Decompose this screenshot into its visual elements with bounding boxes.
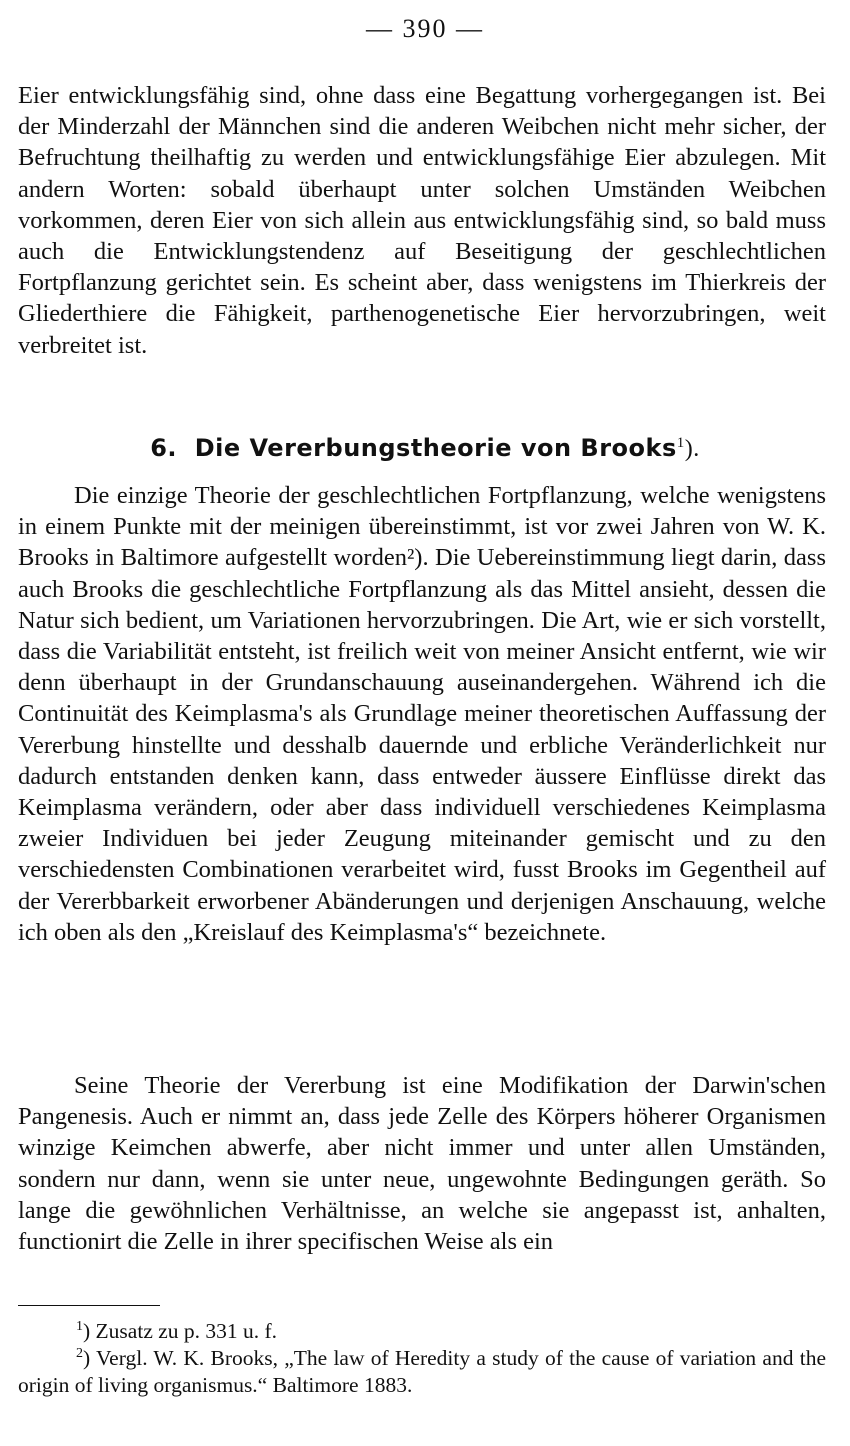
section-title-closing: ). (684, 436, 700, 462)
footnote-1: $^1$) Zusatz zu p. 331 u. f. (76, 1318, 278, 1343)
footnote-text-1: Zusatz zu p. 331 u. f. (95, 1319, 278, 1343)
page-number: — 390 — (366, 14, 484, 43)
footnotes (18, 1318, 826, 1399)
footnote-marker-2: 2 (76, 1345, 83, 1361)
paragraph-3: Seine Theorie der Vererbung ist eine Modifikation der Darwin'schen Pangenesis. Auch er nimmt an, dass jede Zelle des Körpers höherer Organismen winzige Keimchen abwerfe, aber nicht immer und unter allen Umständen, sondern nur dann, wenn sie unter neue, ungewohnte Bedingungen geräth. So lange die gewöhnlichen Verhältnisse, an welche sie angepasst ist, anhalten, functionirt die Zelle in ihrer specifischen Weise als ein (18, 1072, 826, 1256)
paragraph-2: Die einzige Theorie der geschlechtlichen Fortpflanzung, welche wenigstens in einem Punkte mit der meinigen übereinstimmt, ist vor zwei Jahren von W. K. Brooks in Baltimore aufgestellt worden²). Die Uebereinstimmung liegt darin, dass auch Brooks die geschlechtliche Fortpflanzung als das Mittel ansieht, dessen die Natur sich bedient, um Variationen hervorzubringen. Die Art, wie er sich vorstellt, dass die Variabilität entsteht, ist freilich weit von meiner Ansicht entfernt, wie wir denn überhaupt in der Grundanschauung auseinandergehen. Während ich die Continuität des Keimplasma's als Grundlage meiner theoretischen Auffassung der Vererbung hinstellte und desshalb dauernde und erbliche Veränderlichkeit nur dadurch entstanden denken kann, dass entweder äussere Einflüsse direkt das Keimplasma verändern, oder aber dass individuell verschiedenes Keimplasma zweier Individuen bei jeder Zeugung miteinander gemischt und zu den verschiedensten Combinationen verarbeitet wird, fusst Brooks im Gegentheil auf der Vererbbarkeit erworbener Abänderungen und derjenigen Anschauung, welche ich oben als den „Kreislauf des Keimplasma's“ bezeichnete. (18, 482, 826, 946)
footnote-text-2: Vergl. W. K. Brooks, „The law of Heredity a study of the cause of variation and the origin of living organismus.“ Baltimore 1883. (18, 1346, 826, 1397)
section-number: 6. (150, 434, 178, 462)
section-title: Die Vererbungstheorie von Brooks (194, 434, 677, 462)
paragraph-1: Eier entwicklungsfähig sind, ohne dass eine Begattung vorhergegangen ist. Bei der Minderzahl der Männchen sind die anderen Weibchen nicht mehr sicher, der Befruchtung theilhaftig zu werden und entwicklungsfähige Eier abzulegen. Mit andern Worten: sobald überhaupt unter solchen Umständen Weibchen vorkommen, deren Eier von sich allein aus entwicklungsfähig sind, so bald muss auch die Entwicklungstendenz auf Beseitigung der geschlechtlichen Fortpflanzung gerichtet sein. Es scheint aber, dass wenigstens im Thierkreis der Gliederthiere die Fähigkeit, parthenogenetische Eier hervorzubringen, weit verbreitet ist. (18, 82, 826, 359)
section-heading (0, 434, 850, 463)
footnote-divider (18, 1305, 160, 1306)
section-footnote-ref: 1 (676, 435, 685, 451)
footnote-2: $^2$) Vergl. W. K. Brooks, „The law of Heredity a study of the cause of variation and the origin of living organismus.“ Baltimore 1883. (18, 1345, 826, 1397)
footnote-marker-1: 1 (76, 1318, 83, 1334)
